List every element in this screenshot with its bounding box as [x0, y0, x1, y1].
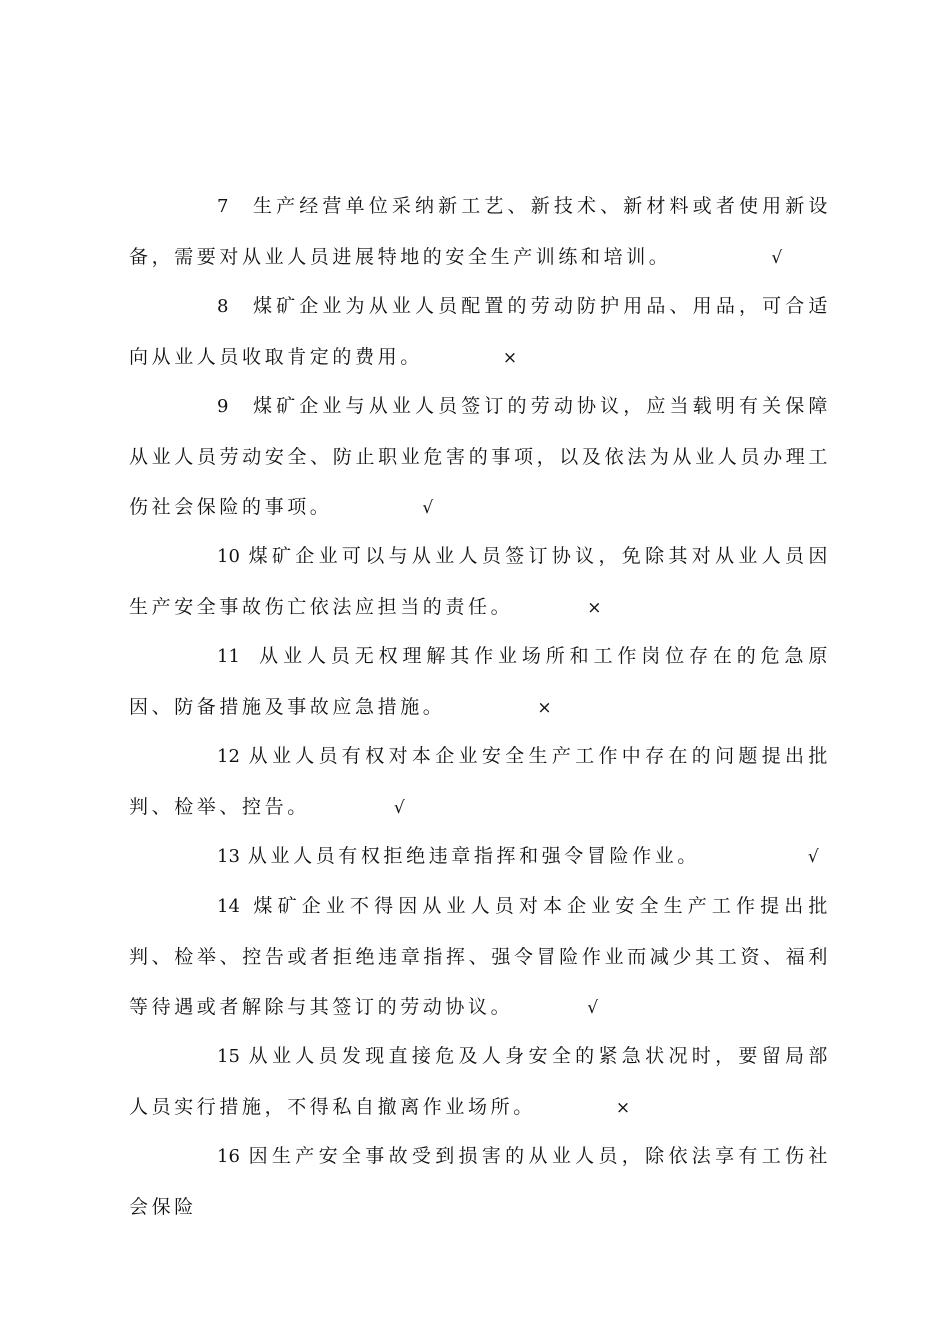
question-item — [129, 1031, 831, 1133]
answer-mark: √ — [807, 847, 819, 867]
question-number: 11 — [217, 646, 240, 667]
question-text: 煤矿企业不得因从业人员对本企业安全生产工作提出批判、检举、控告或者拒绝违章指挥、强令冒险作业而减少其工资、福利等待遇或者解除与其签订的劳动协议。 — [129, 895, 831, 1018]
question-number: 7 — [217, 196, 229, 217]
question-text: 煤矿企业可以与从业人员签订协议，免除其对从业人员因生产安全事故伤亡依法应担当的责任。 — [129, 545, 831, 618]
question-text: 从业人员有权拒绝违章指挥和强令冒险作业。 — [247, 845, 700, 867]
answer-mark: × — [537, 698, 552, 718]
question-text: 从业人员无权理解其作业场所和工作岗位存在的危急原因、防备措施及事故应急措施。 — [129, 645, 831, 718]
question-item — [129, 1131, 831, 1232]
question-number: 13 — [217, 846, 240, 867]
question-number: 12 — [217, 746, 240, 767]
question-number: 10 — [217, 546, 240, 567]
question-number: 14 — [217, 896, 240, 917]
question-item — [129, 831, 831, 882]
question-item — [129, 181, 831, 283]
question-number: 9 — [217, 396, 229, 417]
question-item — [129, 881, 831, 1033]
answer-mark: √ — [393, 798, 405, 818]
question-number: 15 — [217, 1046, 240, 1067]
answer-mark: √ — [771, 248, 783, 268]
question-text: 从业人员有权对本企业安全生产工作中存在的问题提出批判、检举、控告。 — [129, 745, 831, 818]
question-item — [129, 531, 831, 633]
question-text: 煤矿企业与从业人员签订的劳动协议，应当载明有关保障从业人员劳动安全、防止职业危害的事项，以及依法为从业人员办理工伤社会保险的事项。 — [129, 395, 831, 518]
answer-mark: × — [587, 598, 602, 618]
answer-mark: × — [502, 348, 518, 368]
question-item — [129, 281, 831, 383]
answer-mark: √ — [587, 998, 599, 1018]
question-text: 生产经营单位采纳新工艺、新技术、新材料或者使用新设备，需要对从业人员进展特地的安全生产训练和培训。 — [129, 195, 831, 268]
question-number: 16 — [217, 1146, 240, 1167]
question-text: 从业人员发现直接危及人身安全的紧急状况时，要留局部人员实行措施，不得私自撤离作业场所。 — [129, 1045, 831, 1118]
answer-mark: √ — [422, 498, 434, 518]
answer-mark: × — [615, 1098, 631, 1118]
question-text: 因生产安全事故受到损害的从业人员，除依法享有工伤社会保险 — [129, 1145, 831, 1218]
question-number: 8 — [217, 296, 229, 317]
question-item — [129, 631, 831, 733]
question-text: 煤矿企业为从业人员配置的劳动防护用品、用品，可合适向从业人员收取肯定的费用。 — [129, 295, 831, 368]
question-item — [129, 381, 831, 533]
question-item — [129, 731, 831, 833]
